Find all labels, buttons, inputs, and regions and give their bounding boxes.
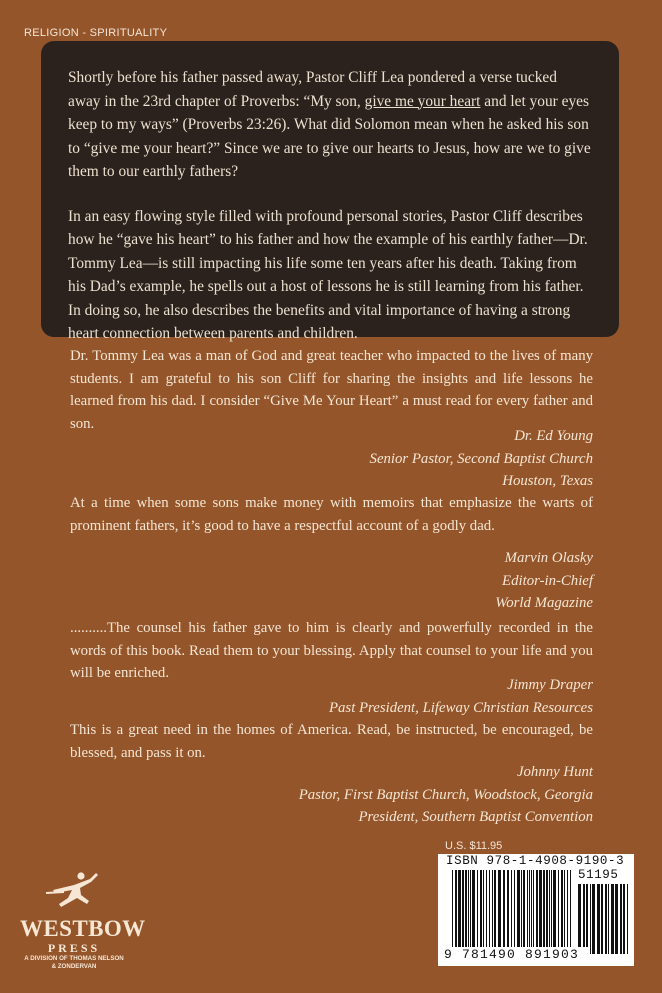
endorser-title-2: President, Southern Baptist Convention xyxy=(358,809,593,825)
synopsis-panel xyxy=(41,41,619,342)
endorser-title: Pastor, First Baptist Church, Woodstock, Georgia xyxy=(298,786,593,803)
endorsement-attribution xyxy=(70,547,593,615)
barcode-bar xyxy=(470,870,471,954)
barcode-bar xyxy=(536,870,538,954)
category-label: RELIGION - SPIRITUALITY xyxy=(24,27,168,39)
isbn-text: ISBN 978-1-4908-9190-3 xyxy=(446,854,625,868)
barcode-bar xyxy=(627,884,628,954)
publisher-logo xyxy=(20,870,146,971)
endorser-name: Marvin Olasky xyxy=(504,550,593,566)
barcode-bar xyxy=(558,870,559,954)
synopsis-paragraph-2: In an easy flowing style filled with profound personal stories, Pastor Cliff describes how he “gave his heart” to his father and how the example of his earthly father—Dr. Tommy Lea—is still impacting his life some ten years after his death. Taking from his Dad’s example, he spells out a host of lessons he is still learning from his father. In doing so, he also describes the benefits and vital importance of having a strong heart connection between parents and children. xyxy=(68,207,588,342)
runner-icon xyxy=(44,870,104,910)
barcode-bar xyxy=(477,870,478,954)
endorser-title: Past President, Lifeway Christian Resources xyxy=(329,699,593,716)
barcode-bar xyxy=(489,870,490,954)
barcode-bar xyxy=(567,870,568,954)
barcode-bar xyxy=(452,870,453,954)
barcode-bar xyxy=(494,870,496,954)
synopsis-text: and let your eyes keep to my ways” (Proverbs 23:26). What did Solomon mean when he asked his son to “give me your heart?” Since we are to give our hearts to Jesus, how are we to give them to our earthly fathers? xyxy=(68,92,591,180)
barcode-bar xyxy=(468,870,469,954)
barcode-bar xyxy=(523,870,525,954)
endorser-name: Dr. Ed Young xyxy=(514,428,593,444)
endorsement-quote: At a time when some sons make money with memoirs that emphasize the warts of prominent fathers, it’s good to have a respectful account of a godly dad. xyxy=(70,495,593,534)
barcode-bar xyxy=(539,870,542,954)
endorser-title: Editor-in-Chief xyxy=(502,572,593,589)
barcode-bar xyxy=(533,870,534,954)
barcode-bar xyxy=(620,884,622,954)
barcode-bar xyxy=(462,870,464,954)
endorsement-quote: Dr. Tommy Lea was a man of God and great teacher who impacted to the lives of many students. I am grateful to his son Cliff for sharing the insights and life lessons he learned from his dad. I consider “Give Me Your Heart” a must read for every father and son. xyxy=(70,348,593,432)
barcode-bar xyxy=(553,870,556,954)
barcode-bar xyxy=(486,870,487,954)
barcode-bar xyxy=(551,870,552,954)
barcode-bar xyxy=(578,884,581,954)
barcode-bar xyxy=(546,870,548,954)
barcode-bar xyxy=(586,884,588,954)
barcode-bar xyxy=(507,870,509,954)
barcode-bar xyxy=(503,870,505,954)
barcode-bar xyxy=(511,870,512,954)
endorsement-attribution xyxy=(70,674,593,719)
barcode-bar xyxy=(517,870,520,954)
barcode-bar xyxy=(458,870,461,954)
barcode-bar xyxy=(608,884,609,954)
endorser-name: Johnny Hunt xyxy=(516,764,593,780)
barcode-bar xyxy=(521,870,522,954)
barcode-bar xyxy=(514,870,515,954)
barcode-bar xyxy=(543,870,545,954)
barcode-bar xyxy=(527,870,528,954)
barcode-bar xyxy=(455,870,457,954)
endorser-name: Jimmy Draper xyxy=(507,677,593,693)
endorser-org: World Magazine xyxy=(495,595,593,611)
endorser-location: Houston, Texas xyxy=(502,473,593,489)
barcode-addon-text: 51195 xyxy=(578,868,619,882)
price-label: U.S. $11.95 xyxy=(445,840,503,852)
publisher-division-2: & ZONDERVAN xyxy=(51,963,97,970)
barcode-bar xyxy=(597,884,600,954)
barcode-bar xyxy=(472,870,475,954)
barcode-bar xyxy=(570,870,571,954)
barcode-bar xyxy=(549,870,550,954)
publisher-name: WESTBOW xyxy=(20,916,146,941)
endorsement-quote: ..........The counsel his father gave to him is clearly and powerfully recorded in the words of this book. Read them to your blessing. Apply that counsel to your life and you will be enriched. xyxy=(70,620,593,681)
barcode-bar xyxy=(601,884,603,954)
barcode-bar xyxy=(623,884,625,954)
isbn-barcode xyxy=(438,854,634,966)
addon-barcode-bars xyxy=(578,884,628,954)
barcode-bar xyxy=(480,870,482,954)
barcode-bar xyxy=(492,870,493,954)
publisher-press: PRESS xyxy=(47,941,101,955)
synopsis-paragraph-1 xyxy=(68,66,592,184)
endorsement-quote: This is a great need in the homes of America. Read, be instructed, be encouraged, be blessed, and pass it on. xyxy=(70,722,593,761)
barcode-bar xyxy=(498,870,501,954)
barcode-bar xyxy=(592,884,595,954)
barcode-bar xyxy=(583,884,585,954)
endorsement-attribution xyxy=(70,425,593,493)
synopsis-text: Shortly before his father passed away, Pastor Cliff Lea pondered a verse tucked away in the 23rd chapter of Proverbs: “My son, xyxy=(68,69,557,110)
ean-number: 9 781490 891903 xyxy=(444,947,589,962)
publisher-division: A DIVISION OF THOMAS NELSON xyxy=(24,955,124,962)
barcode-bar xyxy=(531,870,532,954)
barcode-bar xyxy=(564,870,565,954)
verse-underline: give me your heart xyxy=(364,92,481,110)
barcode-bar xyxy=(465,870,467,954)
barcode-bar xyxy=(615,884,618,954)
barcode-bar xyxy=(590,884,591,954)
barcode-bar xyxy=(611,884,614,954)
ean-barcode-bars xyxy=(452,870,572,954)
barcode-bar xyxy=(529,870,530,954)
endorser-title: Senior Pastor, Second Baptist Church xyxy=(369,450,593,467)
barcode-bar xyxy=(561,870,563,954)
barcode-bar xyxy=(483,870,484,954)
barcode-bar xyxy=(605,884,607,954)
endorsement-attribution xyxy=(70,761,593,829)
